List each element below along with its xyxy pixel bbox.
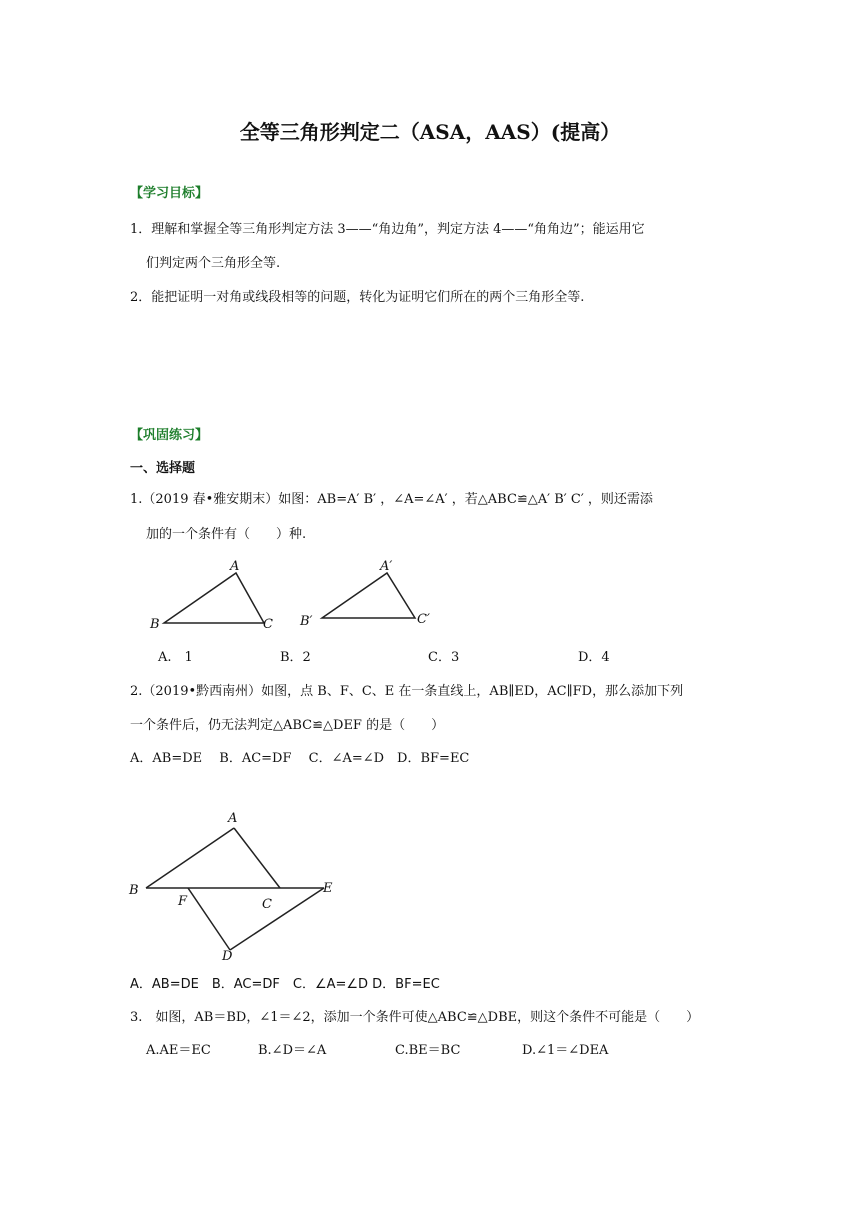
page-title: 全等三角形判定二（ASA，AAS）(提高）	[239, 120, 621, 144]
triangle-abc	[164, 573, 264, 623]
q1-option-a: A. 1	[158, 650, 193, 665]
segment-de	[230, 888, 324, 950]
q1-line1: 1.（2019 春•雅安期末）如图：AB=A′ B′ ，∠A=∠A′ ，若△ABC≌△A′ B′ C′ ，则还需添	[130, 492, 653, 507]
q1-line2: 加的一个条件有（ ）种.	[146, 527, 307, 542]
goals-header: 【学习目标】	[130, 186, 209, 201]
segment-fd	[188, 888, 230, 950]
label-c-prime: C′	[417, 612, 430, 627]
label-a: A	[230, 559, 240, 574]
label-c: C	[262, 897, 272, 912]
practice-header: 【巩固练习】	[130, 428, 209, 443]
label-b: B	[150, 617, 160, 632]
label-a-prime: A′	[380, 559, 393, 574]
q3-option-a: A.AE＝EC	[146, 1043, 211, 1058]
segment-ac	[234, 828, 280, 888]
q3-option-c: C.BE＝BC	[395, 1043, 461, 1058]
q2-options-bold: A．AB=DE B．AC=DF C．∠A=∠D D．BF=EC	[130, 977, 440, 992]
goal-item-1-line1: 1．理解和掌握全等三角形判定方法 3——“角边角”，判定方法 4——“角角边”；能运用它	[130, 222, 645, 237]
q2-line1: 2.（2019•黔西南州）如图，点 B、F、C、E 在一条直线上，AB∥ED，AC∥FD，那么添加下列	[130, 684, 684, 699]
label-e: E	[323, 881, 333, 896]
q3-option-b: B.∠D＝∠A	[258, 1043, 327, 1058]
label-c: C	[263, 617, 273, 632]
q1-option-b: B．2	[280, 650, 311, 665]
segment-ab	[146, 828, 234, 888]
q2-figure	[124, 804, 344, 960]
q3-line1: 3. 如图，AB＝BD，∠1＝∠2，添加一个条件可使△ABC≌△DBE，则这个条件不可能是（ ）	[130, 1010, 700, 1025]
q2-line2: 一个条件后，仍无法判定△ABC≌△DEF 的是（ ）	[130, 718, 445, 733]
goal-item-1-line2: 们判定两个三角形全等.	[146, 256, 281, 271]
label-f: F	[178, 894, 188, 909]
q1-option-c: C．3	[428, 650, 460, 665]
label-b: B	[129, 883, 139, 898]
q3-option-d: D.∠1＝∠DEA	[522, 1043, 609, 1058]
label-d: D	[222, 949, 233, 960]
q1-option-d: D．4	[578, 650, 610, 665]
triangle-a2b2c2	[322, 573, 415, 618]
goal-item-2: 2．能把证明一对角或线段相等的问题，转化为证明它们所在的两个三角形全等.	[130, 290, 585, 305]
q2-options-inline: A．AB=DE B．AC=DF C．∠A=∠D D．BF=EC	[130, 751, 470, 766]
label-a: A	[228, 811, 238, 826]
part-title: 一、选择题	[130, 461, 196, 476]
label-b-prime: B′	[300, 614, 313, 629]
q1-figure	[130, 556, 450, 636]
